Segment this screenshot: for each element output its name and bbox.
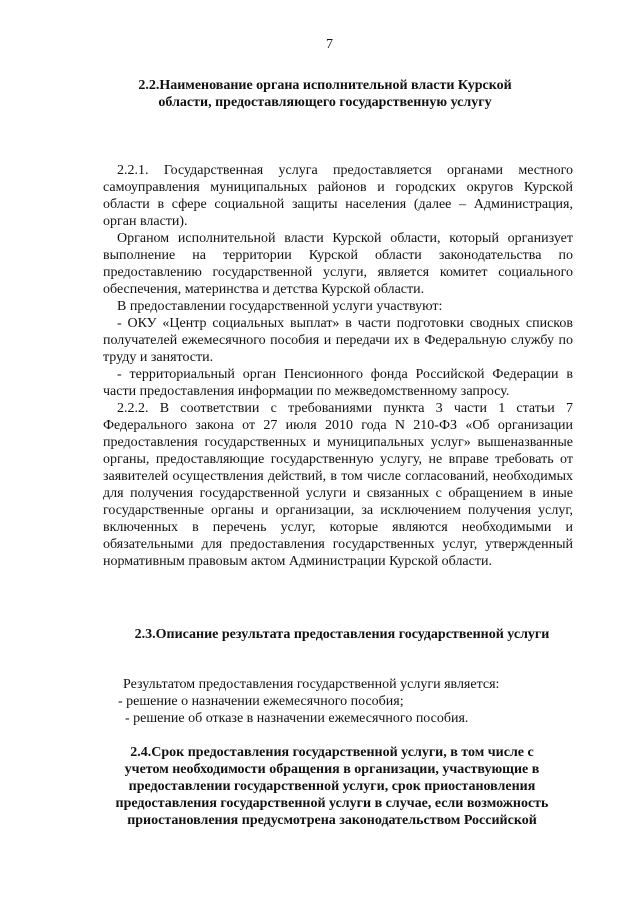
section-2-4-heading-line: приостановления предусмотрена законодательством Российской xyxy=(127,813,537,828)
paragraph-2-2-2: 2.2.2. В соответствии с требованиями пункта 3 части 1 статьи 7 Федерального закона от 27 июля 2010 года N 210-ФЗ «Об организации предоставления государственных и муниципальных услуг» вышеназванные органы, предоставляющие государственную услугу, не вправе требовать от заявителей осуществления действий, в том числе согласований, необходимых для получения государственной услуги и связанных с обращением в иные государственные органы и организации, за исключением получения услуг, включенных в перечень услуг, которые являются необходимыми и обязательными для предоставления государственных услуг, утвержденный нормативным правовым актом Администрации Курской области. xyxy=(103,401,573,569)
section-2-4-heading-line: учетом необходимости обращения в организации, участвующие в xyxy=(124,762,540,777)
paragraph-executive-body: Органом исполнительной власти Курской области, который организует выполнение на территории Курской области законодательства по предоставлению государственной услуги, является комитет социального обеспечения, материнства и детства Курской области. xyxy=(103,231,573,297)
section-2-3-body xyxy=(103,676,573,727)
section-2-2-heading-line: 2.2.Наименование органа исполнительной власти Курской xyxy=(138,78,512,93)
page-number: 7 xyxy=(326,37,333,52)
result-item-approval: - решение о назначении ежемесячного пособия; xyxy=(118,694,404,709)
section-2-3-heading: 2.3.Описание результата предоставления государственной услуги xyxy=(134,627,550,642)
section-2-4-heading-line: предоставлении государственной услуги, срок приостановления xyxy=(128,779,536,794)
paragraph-participant-pension-fund: - территориальный орган Пенсионного фонда Российской Федерации в части предоставления информации по межведомственному запросу. xyxy=(103,367,573,399)
section-2-4-heading xyxy=(96,744,568,829)
section-2-4-heading-line: предоставления государственной услуги в случае, если возможность xyxy=(115,796,549,811)
paragraph-participant-oku: - ОКУ «Центр социальных выплат» в части подготовки сводных списков получателей ежемесячного пособия и передачи их в Федеральную службу по труду и занятости. xyxy=(103,316,573,365)
section-2-2-heading xyxy=(95,77,555,111)
section-2-4-heading-line: 2.4.Срок предоставления государственной услуги, в том числе с xyxy=(130,745,534,760)
section-2-2-heading-line: области, предоставляющего государственную услугу xyxy=(158,95,492,110)
section-2-2-body xyxy=(103,162,573,570)
result-item-refusal: - решение об отказе в назначении ежемесячного пособия. xyxy=(125,711,469,726)
result-intro: Результатом предоставления государственной услуги является: xyxy=(123,677,500,692)
paragraph-participants-intro: В предоставлении государственной услуги участвуют: xyxy=(117,299,443,314)
paragraph-2-2-1: 2.2.1. Государственная услуга предоставляется органами местного самоуправления муниципальных районов и городских округов Курской области в сфере социальной защиты населения (далее – Администрация, орган власти). xyxy=(103,163,573,229)
